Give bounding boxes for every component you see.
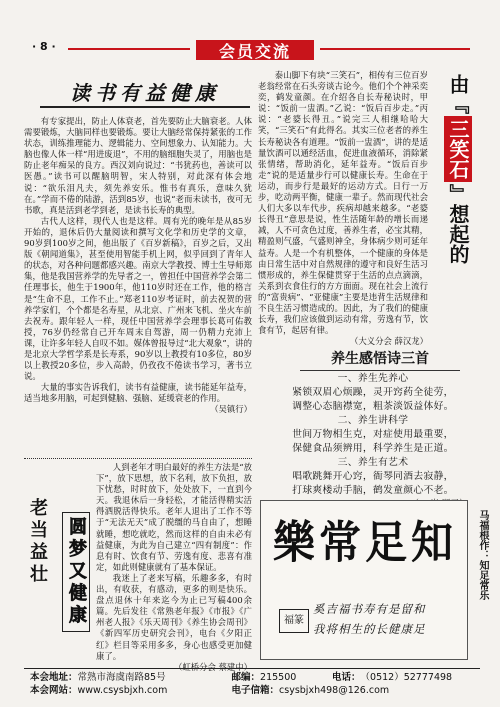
poems-title: 养生感悟诗三首 [300, 348, 460, 371]
footer-zip: 215500 [260, 672, 297, 683]
poem-line: 打球爽楼动手脑，鹤发童颜心不老。 [292, 485, 454, 496]
article2-paragraph: 我迷上了老来写稿，乐趣多多，有时出，有收获，有感动，更多的则是快乐。盘点退休十年来迄今为止已写稿400余篇。先后发往《常熟老年报》《市报》《广州老人报》《乐天周刊》《养生协会周刊》《新四军历史研究会刊》，电台《夕阳正红》栏目等采用多多，身心也感受更加健康了。 [96, 572, 252, 661]
footer-email[interactable]: csysbjxh498@126.com [279, 684, 390, 696]
article1-title-box [40, 80, 250, 108]
article2-signature: （虹桥分会 蔡建中） [173, 661, 252, 672]
article1-paragraph: 有专家提出，防止人体衰老，首先要防止大脑衰老。人体需要锻炼，大脑同样也要锻炼。要让大脑经常保持紧张的工作状态，训练推理能力、逻辑能力、空间想象力、认知能力。大脑也像人体一样“用进废退”，不用的脑细胞失灵了，用脑也是防止老年痴呆的良方。西汉刘向说过：“书犹药也，善读可以医愚。”读书可以醒脑明智，宋人特别，对此深有体会地说：“欲乐泪凡夫，须先养安乐。惟书有真乐，意味久犹在。”学而不倦的陆游，活到85岁，也说“老而未读书，夜可无书歌，真是活到老学到老，是读书长寿的典型。 [24, 116, 252, 215]
footer-tel-label: 电话： [332, 672, 361, 683]
article2-title-left: 老当益壮 [27, 498, 48, 586]
poem-heading: 二、养生讲科学 [337, 415, 409, 426]
footer-tel: （0512）52777498 [360, 672, 453, 683]
calligraphy-frame [260, 500, 468, 660]
footer-website-label: 本会网站： [30, 684, 78, 696]
header-rule-left [68, 48, 190, 50]
article2-paragraph: 人到老年才明白最好的养生方法是“放下”，放下思想，放下名利，放下负担，放下忧愁，时时放下，处处放下，一直到今天。我退休后一身轻松，才能活得精实活得洒脱活得快乐。老年人退出了工作不等于“无法无天”成了脱缰的马自由了，想睡就睡，想吃就吃，然而这样的自由未必有益健康，为此为自己建立“四有制度”：作息有时、饮食有节、劳逸有度、悲喜有准定，如此则健康就有了基本保证。 [96, 462, 252, 572]
header-rule-right [320, 48, 470, 50]
footer-email-label: 电子信箱： [231, 684, 280, 696]
calligraphy-small-line2: 我将相生的长健康足 [313, 622, 426, 636]
footer [30, 672, 480, 697]
side-title-mid-box [444, 116, 472, 182]
poem-line: 唱歌跳舞开心窍，衙琴同酒去寂静， [292, 471, 454, 482]
calligraphy-seal: 福篆 [279, 609, 309, 633]
section-banner: 会员交流 [196, 40, 314, 60]
footer-row-2 [30, 685, 480, 698]
article1-paragraph: 古代人这样，现代人也是这样。周有光的晚年是从85岁开始的，退休后仍大量阅读和撰写文化学和历史学的文章，90岁到100岁之间，他出版了《百岁新稿》，百岁之后，又出版《朝闻道集》，甚至使用智能手机上网，似乎回到了青年人的状态，对各种问题都感兴趣。南京大学教授、博士生导师郑集，他是我国营养学的先导者之一，曾担任中国营养学会第二任理事长，他生于1900年，他110岁时还在工作，他的格言是“生命不息，工作不止。”郑老110岁考证时，前去祝贺的营养学家们，个个都是名寿星，从北京、广州来飞机、坐火车前去祝寿。跟年轻人一样，现任中国营养学会理事长葛可佑教授，76岁仍经常自己开车周末自驾游，周一仍精力充沛上课，让许多年轻人自叹不如。媒体曾报导过“北大观象”，讲的是北京大学哲学系是长寿系，90岁以上教授有10多位，80岁以上教授20多位，步入高龄，仍孜孜不倦读书学习，著书立说。 [24, 215, 252, 382]
article1-paragraph: 大量的事实告诉我们，读书有益健康，读书能延年益寿，适当地多用脑，可起到健脑、强脑、延缓衰老的作用。 [24, 382, 252, 404]
poem-line: 世间万物相生克，对症使用最重要， [292, 429, 454, 440]
poems-body [268, 372, 478, 509]
poem-line: 调整心态脑襟宽，粗茶淡饭益体好。 [292, 401, 454, 412]
poem-line: 保健食品须辨用，科学养生是正道。 [292, 443, 454, 454]
poem-heading: 一、养生先养心 [337, 373, 409, 384]
footer-address: 常熟市海虞南路85号 [77, 672, 166, 683]
calligraphy-author: 马福根作：知足常乐 [477, 510, 488, 600]
article1-signature: （吴镇行） [210, 404, 252, 415]
side-title-mid: 三笑石 [446, 119, 470, 179]
divider-dotted [24, 458, 252, 459]
footer-website[interactable]: www.csysbjxh.com [77, 684, 168, 696]
side-title-top: 由『 [446, 74, 470, 114]
article2-title-right: 圆梦又健康 [62, 512, 90, 632]
article3-signature: （大义分会 薛汉龙） [349, 336, 428, 347]
article3-paragraph: 泰山脚下有块“三笑石”，相传有三位百岁老翁经常在石头旁谈古论今。他们个个神采奕奕，鹤发童颜。在介绍各自长寿秘诀时，甲说：“饭前一盅酒。”乙说：“饭后百步走。”丙说：“老婆长得丑。”说完三人相继哈哈大笑，“三笑石”有此得名。其实三位老者的养生长寿秘诀各有道理。“饭前一盅酒”，讲的是适量饮酒可以通经活血，促进血液循环，消除紧张情绪，帮助消化，延年益寿。“饭后百步走”说的是适量步行可以健康长寿。生命在于运动，而步行是最好的运动方式。日行一万步，吃动两平衡，健康一辈子。然而现代社会人们大多以车代步，疾病却越来越多。“老婆长得丑”意思是说，性生活随年龄的增长而递减，人不可贪色过度，善养生者，必宝其精，精盈则气盛，气盛则神全，身体病少则可延年益寿。人是一个有机整体，一个健康的身体是由日常生活中对自然规律的遵守和良好生活习惯形成的，养生保健贯穿于生活的点点滴滴，关系到衣食住行的方方面面。现在社会上流行的“富贵病”、“亚健康”主要是违背生活规律和不良生活习惯造成的。因此，为了我们的健康长寿，我们应该做到运动有常，劳逸有节，饮食有节，起居有律。 [258, 70, 428, 336]
calligraphy-small-line1: 奚吉福书寿有是留和 [313, 602, 426, 616]
article1-title: 读书有益健康 [70, 81, 220, 105]
calligraphy-main: 樂常足知 [272, 516, 457, 569]
poem-line: 紧锁双眉心烦躁，灵开窍药全徒劳， [292, 387, 454, 398]
article1-body [24, 116, 252, 415]
article3-body [258, 70, 428, 347]
footer-rule [24, 668, 480, 669]
footer-zip-label: 邮编： [231, 672, 261, 683]
poem-heading: 三、养生有艺术 [337, 457, 409, 468]
article3-side-title [438, 74, 478, 264]
footer-address-label: 本会地址： [30, 672, 78, 683]
footer-row-1 [30, 672, 480, 685]
page-number: · 8 · [32, 40, 56, 53]
side-title-bot: 』想起的 [446, 184, 470, 264]
article2-body [96, 462, 252, 673]
